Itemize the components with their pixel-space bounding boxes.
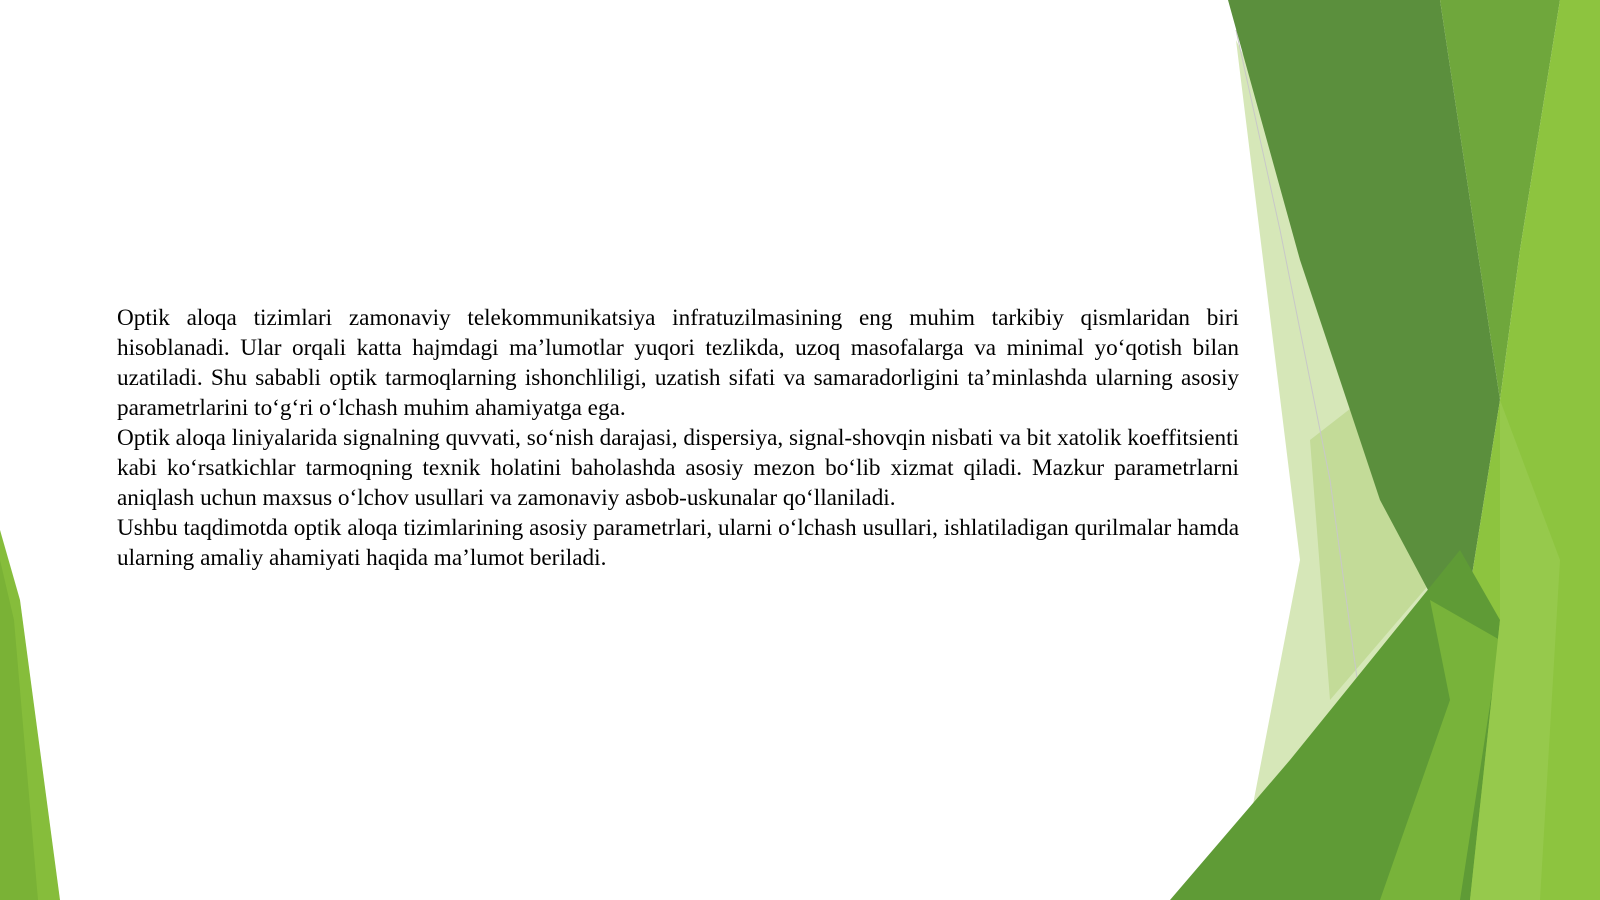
paragraph-parameters: Optik aloqa liniyalarida signalning quvvati, so‘nish darajasi, dispersiya, signal-shovqin nisbati va bit xatolik koeffitsienti kabi ko‘rsatkichlar tarmoqning texnik holatini baholashda asosiy mezon bo‘lib xizmat qiladi. Mazkur parametrlarni aniqlash uchun maxsus o‘lchov usullari va zamonaviy asbob-uskunalar qo‘llaniladi.	[117, 425, 1239, 511]
paragraph-overview: Ushbu taqdimotda optik aloqa tizimlarining asosiy parametrlari, ularni o‘lchash usullari, ishlatiladigan qurilmalar hamda ularning amaliy ahamiyati haqida ma’lumot beriladi.	[117, 515, 1239, 571]
paragraph-intro: Optik aloqa tizimlari zamonaviy telekommunikatsiya infratuzilmasining eng muhim tarkibiy qismlaridan biri hisoblanadi. Ular orqali katta hajmdagi ma’lumotlar yuqori tezlikda, uzoq masofalarga va minimal yo‘qotish bilan uzatiladi. Shu sababli optik tarmoqlarning ishonchliligi, uzatish sifati va samaradorligini ta’minlashda ularning asosiy parametrlarini to‘g‘ri o‘lchash muhim ahamiyatga ega.	[117, 305, 1239, 421]
slide-body-text	[117, 303, 1239, 573]
